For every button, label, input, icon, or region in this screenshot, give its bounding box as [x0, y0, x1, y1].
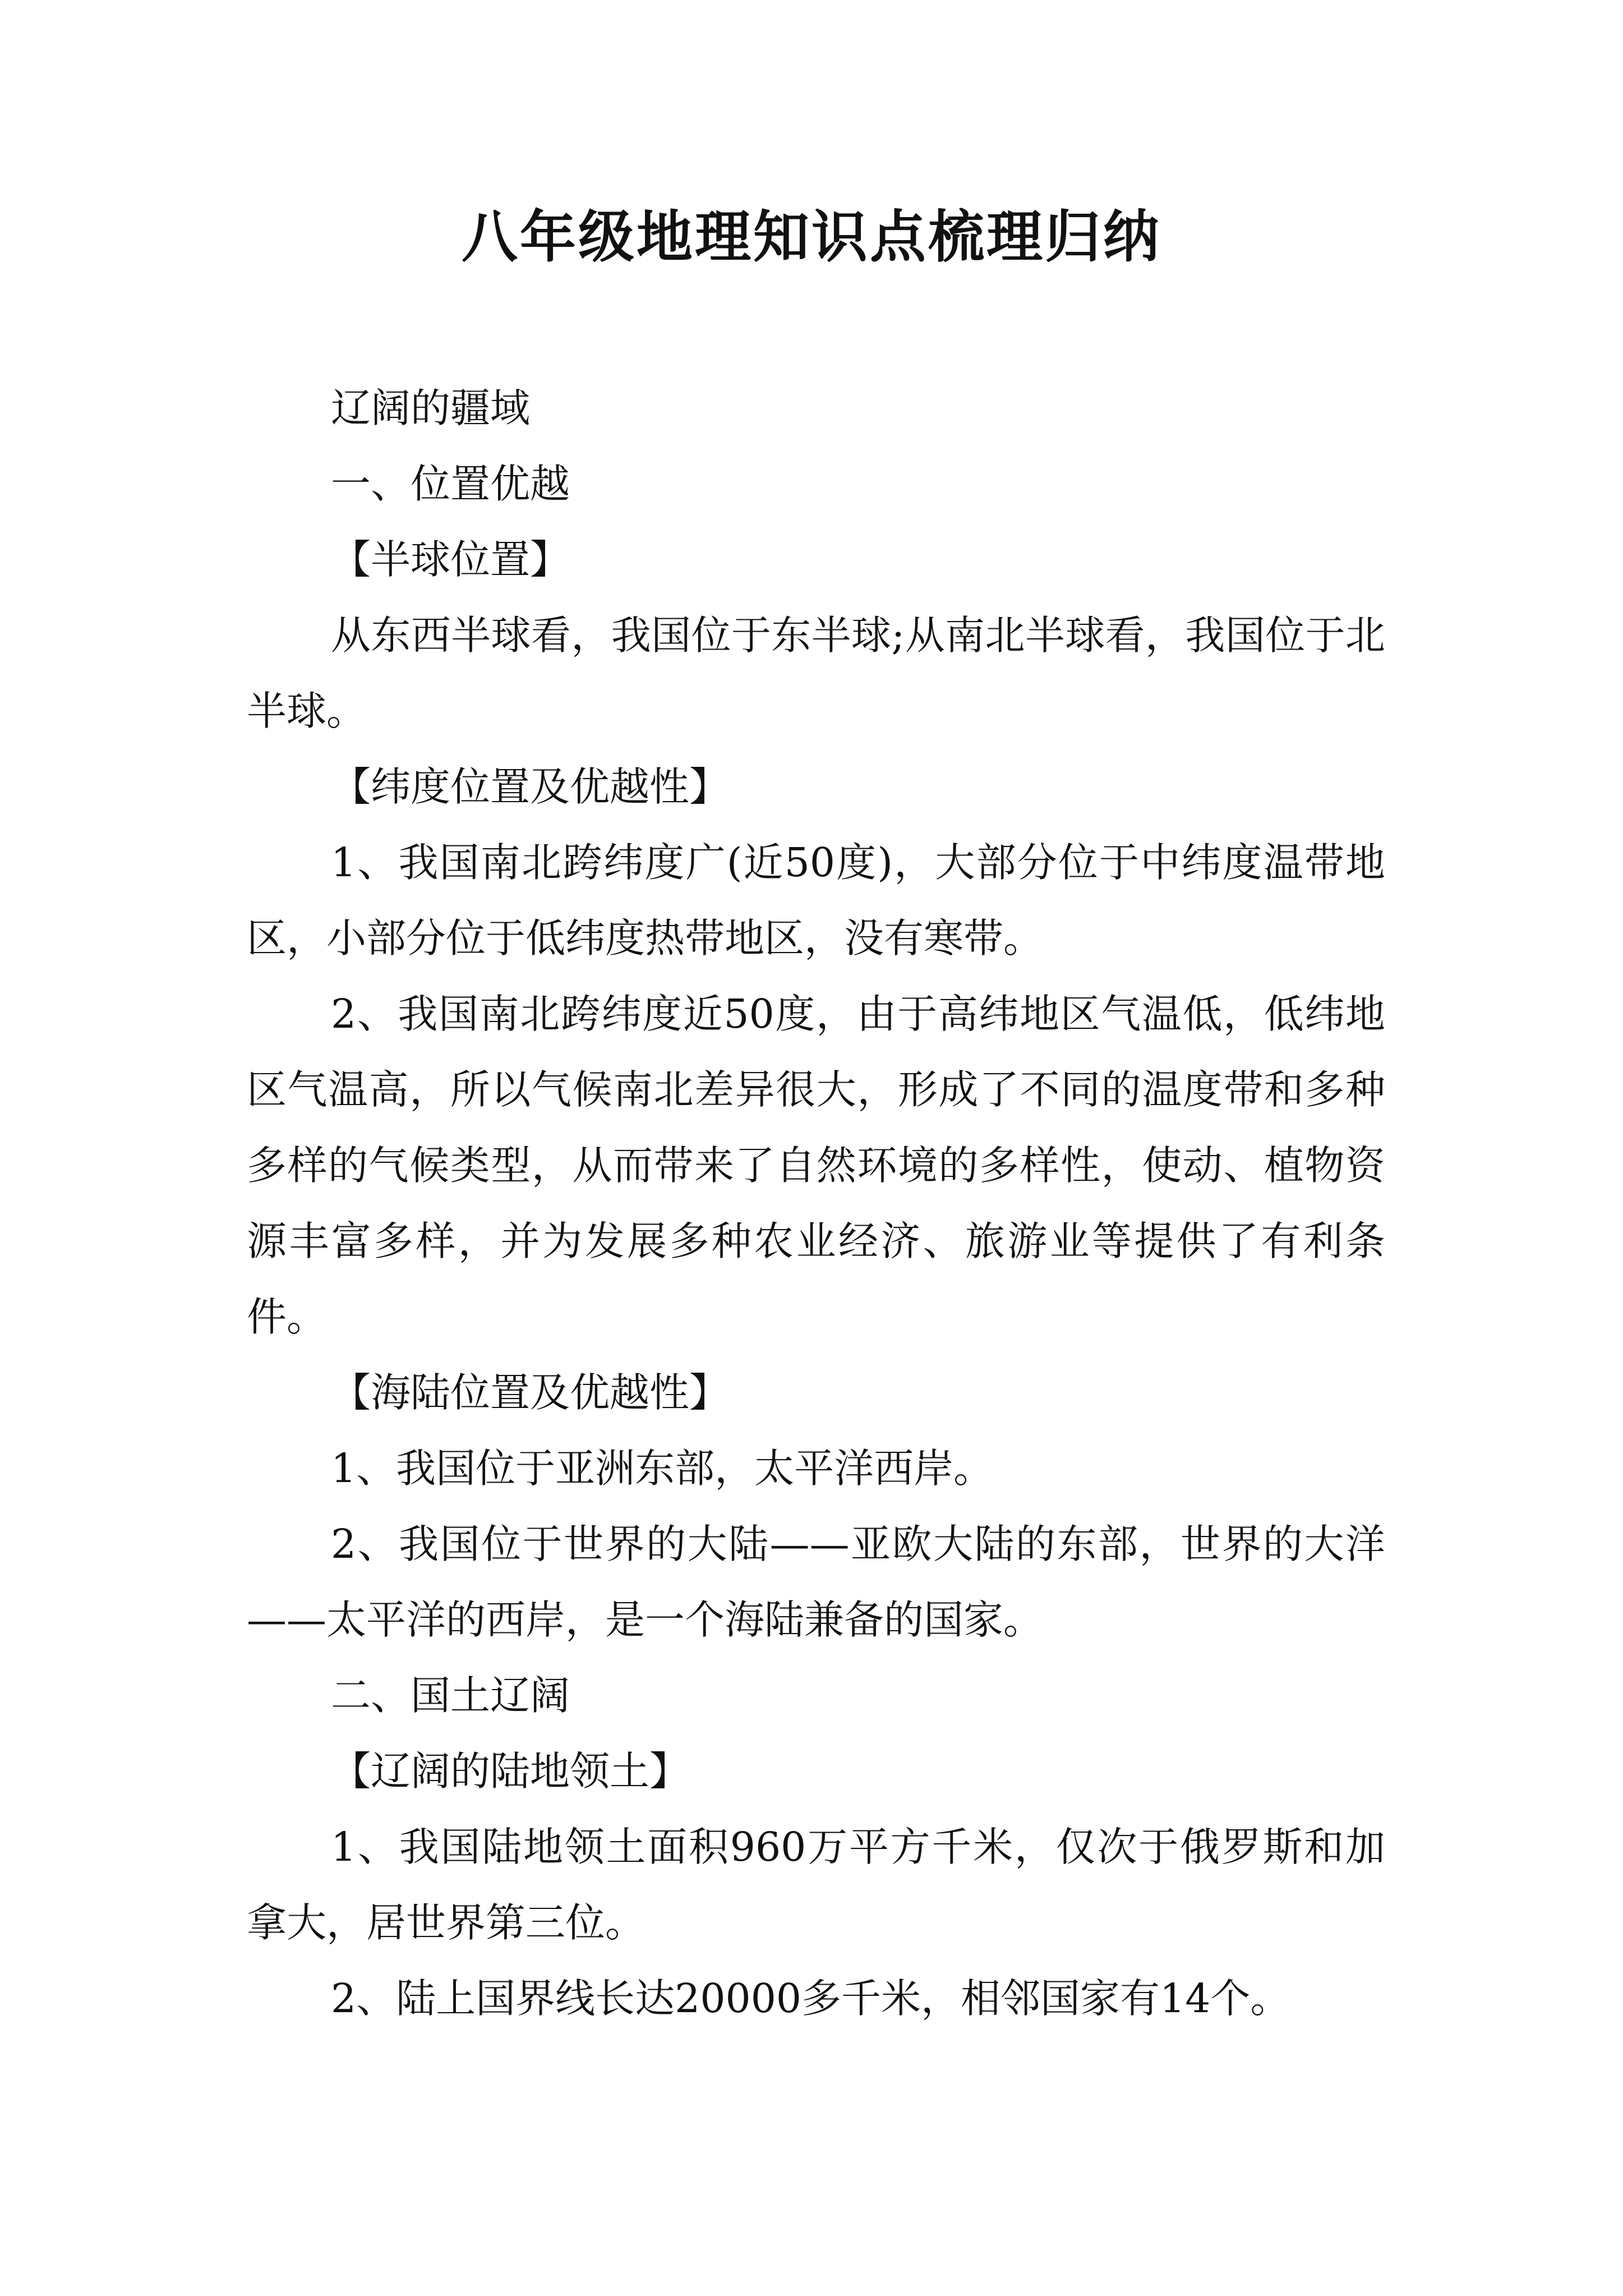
paragraph-land-territory-2: 2、陆上国界线长达20000多千米，相邻国家有14个。 — [331, 1975, 1290, 2022]
subheading-land-territory: 【辽阔的陆地领土】 — [331, 1748, 690, 1795]
heading-location-advantage: 一、位置优越 — [331, 461, 570, 507]
paragraph-sea-land-2: 2、我国位于世界的大陆——亚欧大陆的东部，世界的大洋——太平洋的西岸，是一个海陆兼备的国家。 — [247, 1521, 1385, 1643]
subheading-latitude-position: 【纬度位置及优越性】 — [331, 763, 730, 810]
paragraph-sea-land-1: 1、我国位于亚洲东部，太平洋西岸。 — [331, 1445, 994, 1492]
subheading-sea-land-position: 【海陆位置及优越性】 — [331, 1369, 730, 1416]
section-heading-territory: 辽阔的疆域 — [331, 385, 531, 431]
subheading-hemisphere-position: 【半球位置】 — [331, 536, 570, 583]
heading-vast-territory: 二、国土辽阔 — [331, 1672, 570, 1719]
paragraph-latitude-1: 1、我国南北跨纬度广(近50度)，大部分位于中纬度温带地区，小部分位于低纬度热带地区，没有寒带。 — [247, 839, 1385, 961]
document-title: 八年级地理知识点梳理归纳 — [462, 204, 1161, 270]
document-body — [247, 370, 1385, 2036]
paragraph-hemisphere: 从东西半球看，我国位于东半球;从南北半球看，我国位于北半球。 — [247, 612, 1385, 734]
paragraph-latitude-2: 2、我国南北跨纬度近50度，由于高纬地区气温低，低纬地区气温高，所以气候南北差异很大，形成了不同的温度带和多种多样的气候类型，从而带来了自然环境的多样性，使动、植物资源丰富多样，并为发展多种农业经济、旅游业等提供了有利条件。 — [247, 991, 1385, 1340]
paragraph-land-territory-1: 1、我国陆地领土面积960万平方千米，仅次于俄罗斯和加拿大，居世界第三位。 — [247, 1824, 1385, 1946]
